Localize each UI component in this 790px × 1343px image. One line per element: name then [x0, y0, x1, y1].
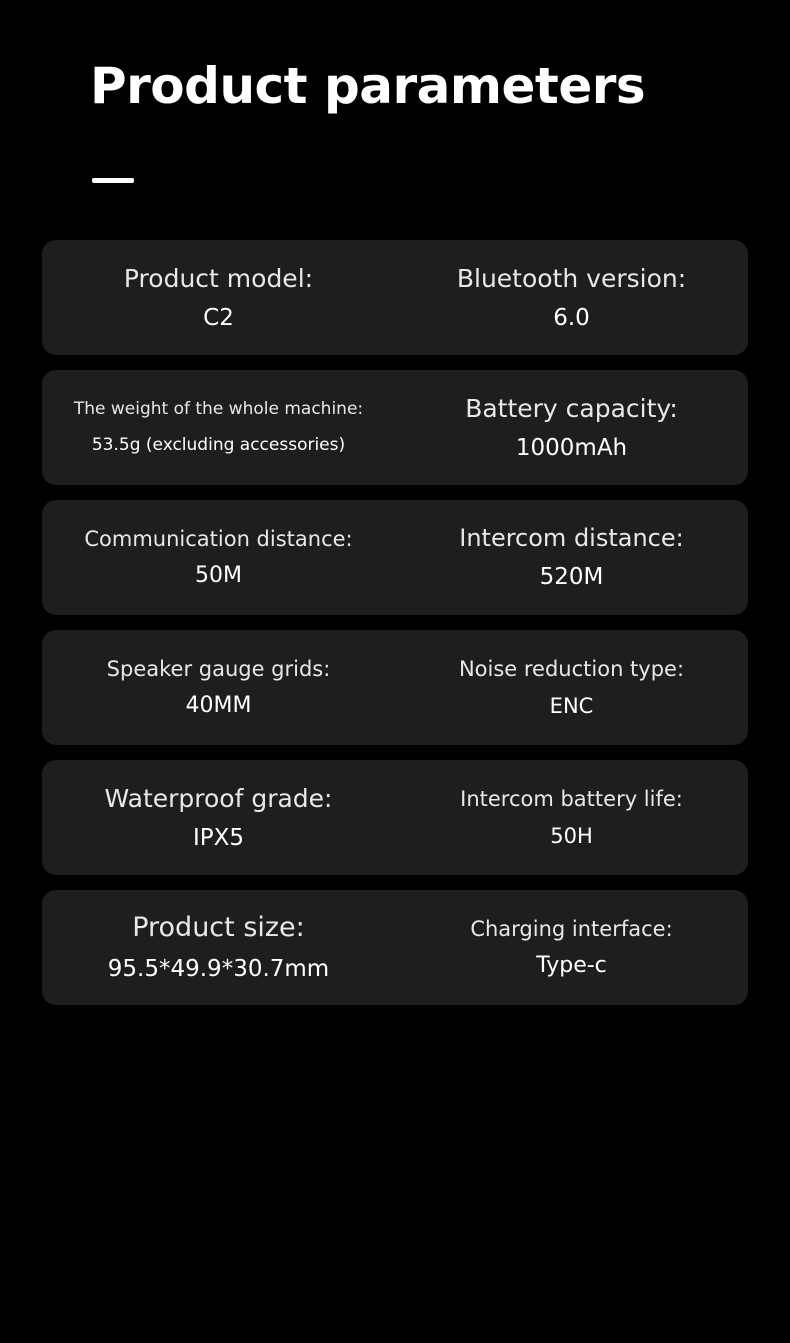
spec-cell-right [395, 760, 748, 875]
spec-label: Charging interface: [470, 916, 673, 941]
spec-value: ENC [549, 693, 594, 718]
spec-value: 520M [539, 564, 604, 591]
spec-label: Waterproof grade: [104, 783, 333, 813]
spec-value: 95.5*49.9*30.7mm [107, 956, 330, 982]
spec-cell-left [42, 760, 395, 875]
spec-cell-left [42, 500, 395, 615]
spec-cell-left [42, 890, 395, 1005]
page-title: Product parameters [90, 57, 646, 115]
spec-row [42, 240, 748, 355]
spec-label: Communication distance: [84, 526, 353, 551]
spec-label: Intercom battery life: [460, 787, 683, 812]
spec-cell-left [42, 630, 395, 745]
spec-row [42, 500, 748, 615]
spec-cell-left [42, 240, 395, 355]
title-underline-divider [92, 178, 134, 183]
spec-value: 50M [195, 562, 242, 588]
spec-value: Type-c [536, 952, 607, 978]
spec-value: IPX5 [192, 824, 245, 851]
spec-label: Product model: [123, 263, 314, 293]
spec-label: Noise reduction type: [458, 657, 685, 682]
spec-value: 1000mAh [515, 434, 628, 461]
spec-cell-right [395, 240, 748, 355]
spec-value: C2 [203, 304, 234, 331]
spec-label: Battery capacity: [465, 393, 678, 423]
spec-cell-right [395, 630, 748, 745]
spec-cell-right [395, 500, 748, 615]
spec-value: 50H [550, 823, 593, 848]
spec-row [42, 630, 748, 745]
spec-label: The weight of the whole machine: [73, 399, 364, 420]
spec-label: Bluetooth version: [456, 263, 687, 293]
spec-label: Product size: [132, 912, 305, 944]
spec-label: Intercom distance: [459, 524, 684, 553]
spec-row [42, 890, 748, 1005]
spec-value: 6.0 [553, 304, 590, 331]
spec-cell-right [395, 370, 748, 485]
spec-row [42, 370, 748, 485]
spec-list [42, 240, 748, 1020]
spec-row [42, 760, 748, 875]
spec-value: 53.5g (excluding accessories) [91, 434, 346, 455]
spec-label: Speaker gauge grids: [106, 656, 331, 681]
spec-value: 40MM [185, 692, 252, 718]
spec-cell-right [395, 890, 748, 1005]
spec-cell-left [42, 370, 395, 485]
